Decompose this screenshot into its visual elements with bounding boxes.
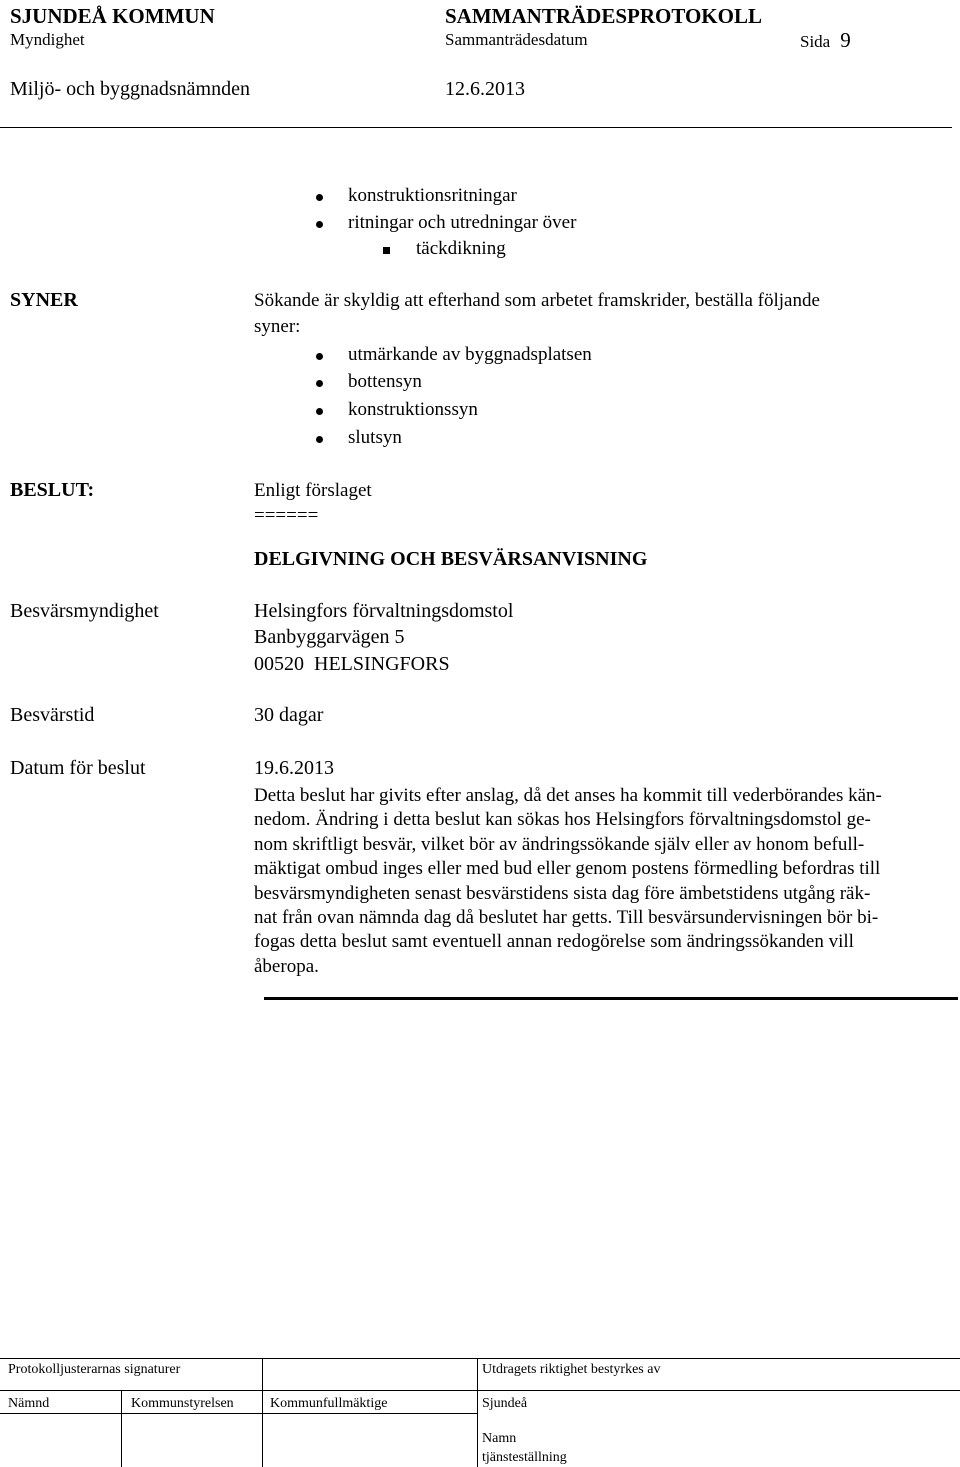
paragraph-line: besvärsmyndigheten senast besvärstidens sista dag före ämbetstidens utgång räk-	[254, 882, 871, 904]
syner-text-line: syner:	[254, 316, 301, 337]
header-divider	[0, 127, 952, 128]
paragraph-line: nedom. Ändring i detta beslut kan sökas hos Helsingfors förvaltningsdomstol ge-	[254, 809, 871, 831]
footer-name-label: Namn	[482, 1431, 517, 1446]
appeal-heading: DELGIVNING OCH BESVÄRSANVISNING	[254, 548, 648, 570]
list-item: konstruktionsritningar	[348, 185, 517, 206]
bullet-icon	[316, 436, 323, 443]
decision-text: Enligt förslaget	[254, 480, 372, 501]
signatures-label: Protokolljusterarnas signaturer	[8, 1362, 181, 1377]
footer-row-border	[0, 1413, 477, 1414]
paragraph-line: nat från ovan nämnda dag då beslutet har getts. Till besvärsundervisningen bör bi-	[254, 907, 879, 929]
footer-title-label: tjänsteställning	[482, 1450, 567, 1465]
authority-label: Myndighet	[10, 30, 85, 49]
footer-col-kommunfullmaktige: Kommunfullmäktige	[270, 1396, 388, 1411]
decision-date-label: Datum för beslut	[10, 757, 146, 779]
appeal-authority-label: Besvärsmyndighet	[10, 600, 159, 622]
paragraph-line: nom skriftligt besvär, vilket bör av ändringssökande själv eller av honom befull-	[254, 833, 865, 855]
bullet-icon	[316, 221, 323, 228]
meeting-date-label: Sammanträdesdatum	[445, 30, 588, 49]
section-label-beslut: BESLUT:	[10, 479, 95, 501]
list-item: ritningar och utredningar över	[348, 212, 577, 233]
footer-divider	[121, 1390, 122, 1467]
footer-municipality: Sjundeå	[482, 1396, 528, 1411]
page-indicator	[800, 28, 851, 53]
decision-date: 19.6.2013	[254, 757, 334, 779]
paragraph-line: mäktigat ombud inges eller med bud eller genom postens förmedling befordras till	[254, 858, 881, 880]
section-label-syner: SYNER	[10, 289, 78, 311]
meeting-date: 12.6.2013	[445, 78, 525, 100]
list-item: bottensyn	[348, 371, 422, 392]
page-number: 9	[840, 28, 851, 52]
footer-col-namnd: Nämnd	[8, 1396, 50, 1411]
appeal-instructions	[254, 784, 929, 979]
footer-row-border	[0, 1390, 960, 1391]
bullet-icon	[316, 353, 323, 360]
paragraph-line: fogas detta beslut samt eventuell annan redogörelse som ändringssökanden vill	[254, 931, 854, 953]
page-label: Sida	[800, 32, 831, 51]
sub-list-item: täckdikning	[416, 238, 506, 259]
bullet-icon	[316, 380, 323, 387]
appeal-time-value: 30 dagar	[254, 704, 324, 726]
org-name: SJUNDEÅ KOMMUN	[10, 4, 215, 28]
appeal-authority-line: Helsingfors förvaltningsdomstol	[254, 600, 514, 622]
appeal-authority-line: 00520 HELSINGFORS	[254, 653, 450, 675]
footer-col-kommunstyrelsen: Kommunstyrelsen	[131, 1396, 234, 1411]
bullet-icon	[316, 194, 323, 201]
list-item: utmärkande av byggnadsplatsen	[348, 344, 592, 365]
authority-name: Miljö- och byggnadsnämnden	[10, 78, 250, 100]
certified-label: Utdragets riktighet bestyrkes av	[482, 1362, 661, 1377]
footer-divider	[477, 1358, 478, 1467]
square-bullet-icon	[383, 247, 390, 254]
document-type: SAMMANTRÄDESPROTOKOLL	[445, 4, 762, 28]
end-rule	[264, 997, 958, 1000]
footer-divider	[262, 1358, 263, 1390]
paragraph-line: Detta beslut har givits efter anslag, då det anses ha kommit till vederbörandes kän-	[254, 785, 882, 806]
appeal-time-label: Besvärstid	[10, 704, 95, 726]
decision-separator: ======	[254, 505, 319, 526]
list-item: konstruktionssyn	[348, 399, 478, 420]
list-item: slutsyn	[348, 427, 402, 448]
paragraph-line: åberopa.	[254, 955, 319, 977]
appeal-authority-line: Banbyggarvägen 5	[254, 626, 405, 648]
bullet-icon	[316, 408, 323, 415]
syner-text-line: Sökande är skyldig att efterhand som arbetet framskrider, beställa följande	[254, 290, 820, 311]
footer-divider	[262, 1390, 263, 1467]
footer-top-border	[0, 1358, 960, 1359]
